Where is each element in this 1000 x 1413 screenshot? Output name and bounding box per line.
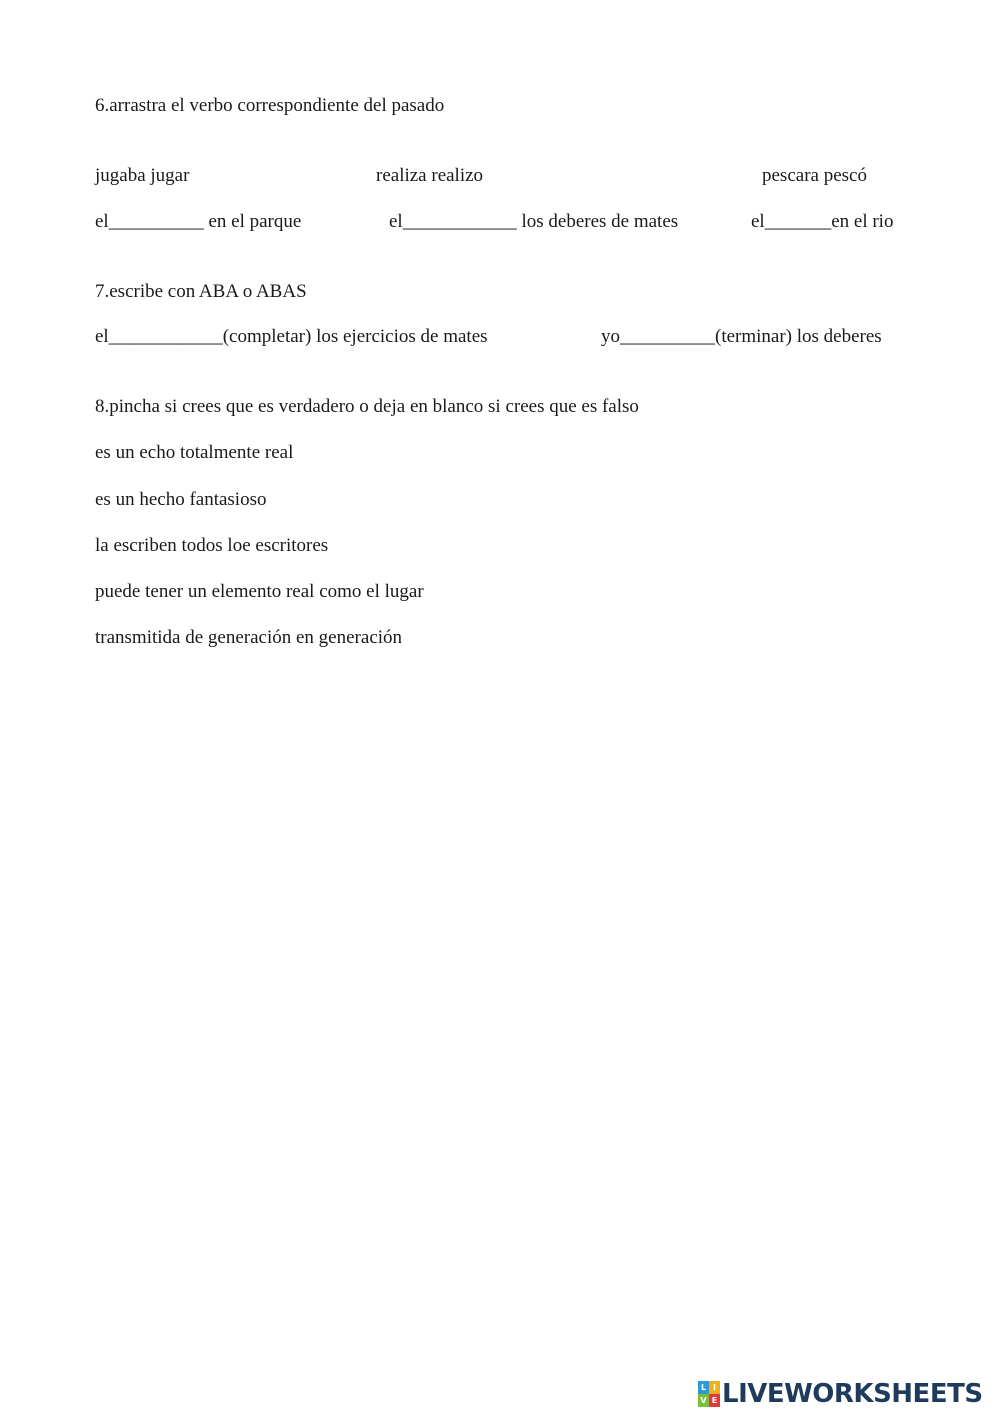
logo-square-e: E bbox=[709, 1394, 720, 1407]
q7-sentence-completar[interactable]: el____________(completar) los ejercicios de mates bbox=[95, 326, 488, 347]
q6-option-realizar[interactable]: realiza realizo bbox=[376, 165, 484, 186]
q7-sentence-terminar[interactable]: yo__________(terminar) los deberes bbox=[601, 326, 882, 347]
q8-statement[interactable]: es un hecho fantasioso bbox=[95, 489, 267, 510]
logo-square-i: I bbox=[709, 1381, 720, 1394]
question-7-title: 7.escribe con ABA o ABAS bbox=[95, 281, 307, 302]
logo-square-l: L bbox=[698, 1381, 709, 1394]
q8-statement[interactable]: la escriben todos loe escritores bbox=[95, 535, 329, 556]
q6-sentence-rio[interactable]: el_______en el rio bbox=[751, 211, 894, 232]
q6-option-jugar[interactable]: jugaba jugar bbox=[95, 165, 190, 186]
q6-sentence-parque[interactable]: el__________ en el parque bbox=[95, 211, 302, 232]
q6-option-pescar[interactable]: pescara pescó bbox=[762, 165, 867, 186]
liveworksheets-logo bbox=[698, 1378, 983, 1410]
q6-sentence-deberes[interactable]: el____________ los deberes de mates bbox=[389, 211, 679, 232]
live-squares-icon bbox=[698, 1381, 720, 1407]
logo-square-v: V bbox=[698, 1394, 709, 1407]
question-6-title: 6.arrastra el verbo correspondiente del pasado bbox=[95, 95, 445, 116]
q8-statement[interactable]: es un echo totalmente real bbox=[95, 442, 294, 463]
logo-text: LIVEWORKSHEETS bbox=[722, 1379, 983, 1409]
question-8-title: 8.pincha si crees que es verdadero o deja en blanco si crees que es falso bbox=[95, 396, 639, 417]
q8-statement[interactable]: puede tener un elemento real como el lugar bbox=[95, 581, 424, 602]
q8-statement[interactable]: transmitida de generación en generación bbox=[95, 627, 403, 648]
